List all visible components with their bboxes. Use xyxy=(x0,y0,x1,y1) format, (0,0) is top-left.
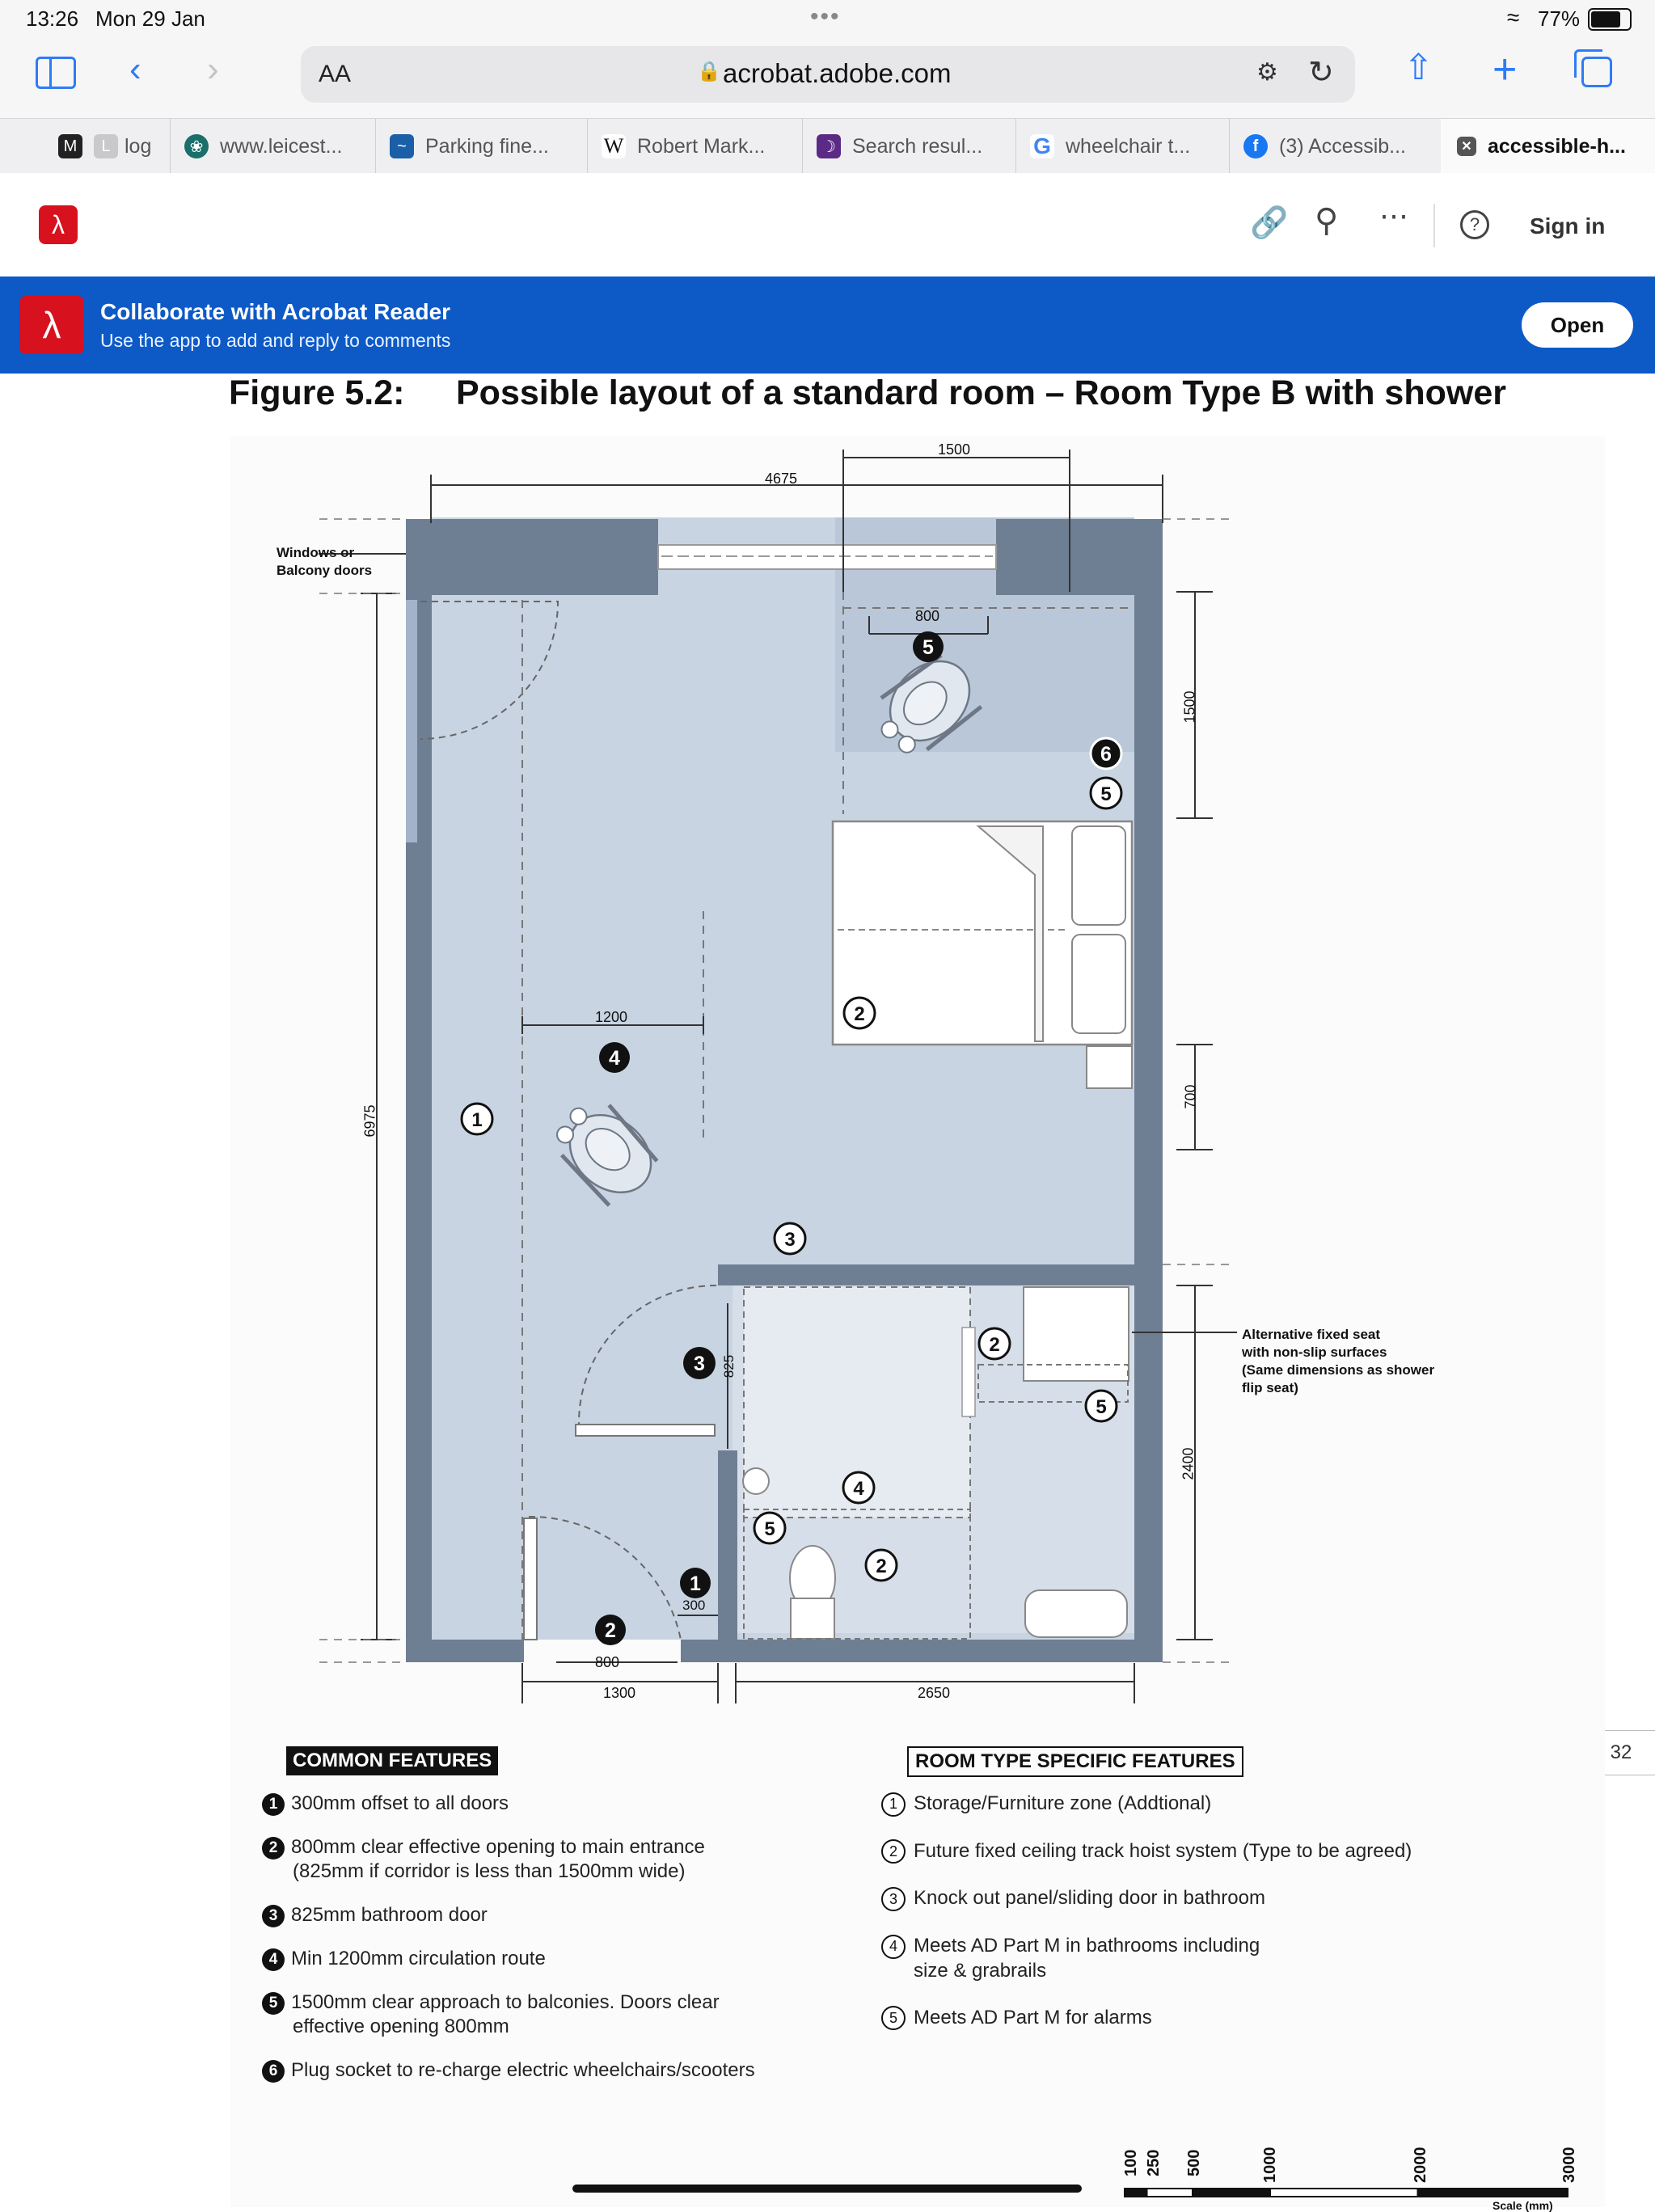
marker-specific-5b xyxy=(1086,1391,1117,1421)
marker-specific-2a xyxy=(844,998,875,1028)
tab-label: (3) Accessib... xyxy=(1279,134,1406,158)
common-feature-item: 4 Min 1200mm circulation route xyxy=(262,1947,844,1971)
windows-label-line2: Balcony doors xyxy=(277,563,373,578)
marker-specific-1 xyxy=(462,1104,492,1134)
scale-tick-label: 500 xyxy=(1185,2149,1203,2176)
marker-common-1 xyxy=(680,1568,711,1598)
page-number-badge: 32 xyxy=(1586,1730,1655,1775)
google-icon: G xyxy=(1030,134,1054,158)
bedside-table xyxy=(1087,1046,1132,1088)
marker-specific-2c xyxy=(866,1550,897,1581)
figure-title: Possible layout of a standard room – Room Type B with shower xyxy=(456,374,1506,412)
acrobat-header xyxy=(0,173,1655,277)
link-icon[interactable]: 🔗 xyxy=(1250,206,1289,240)
svg-text:6: 6 xyxy=(1100,743,1112,766)
globe-favicon-icon: ❀ xyxy=(184,134,209,158)
tab-search-results[interactable] xyxy=(802,119,1016,174)
status-bar xyxy=(0,0,1655,37)
tab-label: Search resul... xyxy=(852,134,983,158)
address-bar[interactable] xyxy=(301,46,1355,103)
header-divider xyxy=(1433,204,1435,247)
marker-specific-3 xyxy=(775,1223,805,1254)
tab-log[interactable] xyxy=(0,119,171,174)
common-feature-item: 1 300mm offset to all doors xyxy=(262,1792,844,1816)
reader-aa-button[interactable]: AA xyxy=(319,61,352,87)
status-date: Mon 29 Jan xyxy=(95,6,205,31)
svg-text:5: 5 xyxy=(1096,1396,1107,1418)
common-feature-item: 3 825mm bathroom door xyxy=(262,1903,844,1927)
common-feature-item: 6 Plug socket to re-charge electric wheelchairs/scooters xyxy=(262,2058,844,2083)
wikipedia-icon: W xyxy=(602,134,626,158)
wall-bottom-right xyxy=(681,1640,1163,1662)
lock-icon: 🔒 xyxy=(697,61,721,82)
specific-features-heading: ROOM TYPE SPECIFIC FEATURES xyxy=(907,1746,1243,1777)
common-feature-item: 2 800mm clear effective opening to main entrance (825mm if corridor is less than 1500mm wide) xyxy=(262,1835,844,1884)
svg-text:2: 2 xyxy=(989,1334,1000,1356)
marker-common-4 xyxy=(599,1042,630,1073)
wall-top-left xyxy=(406,519,658,595)
marker-specific-5c xyxy=(754,1513,785,1543)
banner-title: Collaborate with Acrobat Reader xyxy=(100,299,451,324)
specific-feature-item: 1 Storage/Furniture zone (Addtional) xyxy=(881,1792,1512,1817)
wifi-icon: ≈ xyxy=(1507,5,1520,30)
tab-label: accessible-h... xyxy=(1488,134,1626,158)
home-indicator[interactable] xyxy=(572,2185,1082,2193)
common-features-heading: COMMON FEATURES xyxy=(286,1746,498,1775)
pdf-page xyxy=(0,374,1655,2212)
specific-feature-item: 2 Future fixed ceiling track hoist system (Type to be agreed) xyxy=(881,1839,1512,1864)
reload-icon[interactable]: ↻ xyxy=(1308,56,1334,90)
bathroom-wall-left xyxy=(718,1450,737,1640)
more-options-icon[interactable]: ⋯ xyxy=(1379,199,1408,232)
common-feature-item: 5 1500mm clear approach to balconies. Doors clear effective opening 800mm xyxy=(262,1990,844,2039)
svg-text:4: 4 xyxy=(853,1478,864,1500)
marker-common-5 xyxy=(913,631,944,662)
back-chevron-icon[interactable]: ‹ xyxy=(129,49,141,89)
svg-text:5: 5 xyxy=(764,1518,775,1540)
wall-bottom-left xyxy=(406,1640,524,1662)
scale-label: Scale (mm) xyxy=(1492,2199,1553,2212)
scale-tick-label: 100 xyxy=(1122,2149,1140,2176)
marker-specific-5a xyxy=(1091,778,1121,808)
dim-1500-top: 1500 xyxy=(938,441,971,458)
help-icon[interactable]: ? xyxy=(1460,210,1489,239)
svg-text:2: 2 xyxy=(876,1556,887,1577)
share-icon[interactable]: ⇧ xyxy=(1404,48,1433,87)
dim-6975: 6975 xyxy=(361,1104,378,1138)
svg-text:3: 3 xyxy=(784,1229,796,1251)
sidebar-toggle-icon[interactable] xyxy=(36,57,76,89)
search-icon[interactable]: ⚲ xyxy=(1315,203,1339,239)
facebook-icon: f xyxy=(1243,134,1268,158)
tab-bar xyxy=(0,118,1655,175)
banner-subtitle: Use the app to add and reply to comments xyxy=(100,330,451,351)
multitasking-dots-icon[interactable]: ••• xyxy=(810,3,841,30)
dim-825: 825 xyxy=(721,1354,737,1378)
wall-right xyxy=(1134,519,1163,1662)
tab-wikipedia[interactable] xyxy=(587,119,803,174)
marker-common-2 xyxy=(595,1615,626,1645)
url-text[interactable]: acrobat.adobe.com xyxy=(723,58,952,88)
specific-feature-item: 4 Meets AD Part M in bathrooms including size & grabrails xyxy=(881,1934,1512,1983)
site-favicon-icon: M xyxy=(58,134,82,158)
svg-text:2: 2 xyxy=(854,1003,865,1025)
washbasin xyxy=(1025,1590,1127,1637)
dim-4675: 4675 xyxy=(765,471,798,487)
tab-facebook[interactable] xyxy=(1229,119,1442,174)
tab-label: wheelchair t... xyxy=(1066,134,1191,158)
close-tab-icon[interactable]: ✕ xyxy=(1457,137,1476,156)
new-tab-plus-icon[interactable]: + xyxy=(1492,46,1518,93)
tab-leicester[interactable] xyxy=(170,119,376,174)
svg-text:5: 5 xyxy=(922,636,934,659)
scale-tick-label: 1000 xyxy=(1261,2147,1279,2183)
figure-number: Figure 5.2: xyxy=(229,374,405,412)
marker-specific-4 xyxy=(843,1472,874,1503)
battery-percent: 77% xyxy=(1538,6,1581,31)
bathroom-wall-top xyxy=(718,1264,1134,1285)
dim-800-bottom: 800 xyxy=(595,1654,620,1670)
letter-l-favicon-icon: L xyxy=(94,134,118,158)
svg-text:1: 1 xyxy=(690,1572,701,1595)
specific-feature-item: 3 Knock out panel/sliding door in bathroom xyxy=(881,1886,1512,1911)
tab-accessible-active[interactable] xyxy=(1441,119,1655,174)
marker-common-6 xyxy=(1091,738,1121,769)
tab-overview-icon[interactable] xyxy=(1581,57,1612,87)
battery-icon xyxy=(1588,8,1632,31)
tab-label: www.leicest... xyxy=(220,134,343,158)
svg-text:2: 2 xyxy=(605,1619,616,1642)
specific-features-list xyxy=(881,1792,1512,2053)
dim-2650: 2650 xyxy=(918,1685,951,1701)
marker-specific-2b xyxy=(979,1328,1010,1359)
scale-tick-label: 2000 xyxy=(1412,2147,1429,2183)
marker-common-3 xyxy=(683,1347,716,1379)
acrobat-logo-icon[interactable]: λ xyxy=(39,205,78,244)
tab-label: Robert Mark... xyxy=(637,134,766,158)
moon-favicon-icon: ☽ xyxy=(817,134,841,158)
scale-tick-label: 250 xyxy=(1145,2149,1163,2176)
collaborate-banner xyxy=(0,276,1655,374)
svg-text:5: 5 xyxy=(1100,783,1112,805)
tab-label: log xyxy=(125,134,152,158)
svg-text:4: 4 xyxy=(609,1047,620,1070)
dim-700: 700 xyxy=(1182,1084,1199,1109)
dim-1200: 1200 xyxy=(595,1009,628,1025)
extension-icon[interactable]: ⚙ xyxy=(1256,59,1278,86)
window-glazing-left xyxy=(406,600,417,842)
forward-chevron-icon[interactable]: › xyxy=(207,49,219,89)
shower-seat xyxy=(1024,1287,1129,1381)
dim-1300: 1300 xyxy=(603,1685,636,1701)
dim-800-top: 800 xyxy=(915,608,940,624)
parking-favicon-icon: ~ xyxy=(390,134,414,158)
common-features-list xyxy=(262,1792,844,2102)
svg-text:3: 3 xyxy=(694,1353,705,1375)
open-app-button[interactable]: Open xyxy=(1522,302,1633,348)
acrobat-reader-app-icon: λ xyxy=(19,296,84,354)
scale-tick-label: 3000 xyxy=(1560,2147,1578,2183)
tab-parking[interactable] xyxy=(375,119,588,174)
tab-label: Parking fine... xyxy=(425,134,549,158)
dim-300: 300 xyxy=(682,1598,706,1613)
alternative-seat-note: Alternative fixed seat with non-slip surfaces (Same dimensions as shower flip seat) xyxy=(1242,1327,1435,1396)
tab-google[interactable] xyxy=(1015,119,1230,174)
sign-in-link[interactable]: Sign in xyxy=(1530,213,1606,239)
dim-2400: 2400 xyxy=(1180,1447,1197,1480)
windows-label-line1: Windows or xyxy=(277,545,355,560)
specific-feature-item: 5 Meets AD Part M for alarms xyxy=(881,2006,1512,2031)
status-time: 13:26 xyxy=(26,6,79,31)
scale-bar-graphic xyxy=(1124,2188,1568,2197)
svg-text:1: 1 xyxy=(471,1109,483,1131)
scale-bar xyxy=(1122,2136,1578,2212)
dim-1500-side: 1500 xyxy=(1181,690,1198,724)
